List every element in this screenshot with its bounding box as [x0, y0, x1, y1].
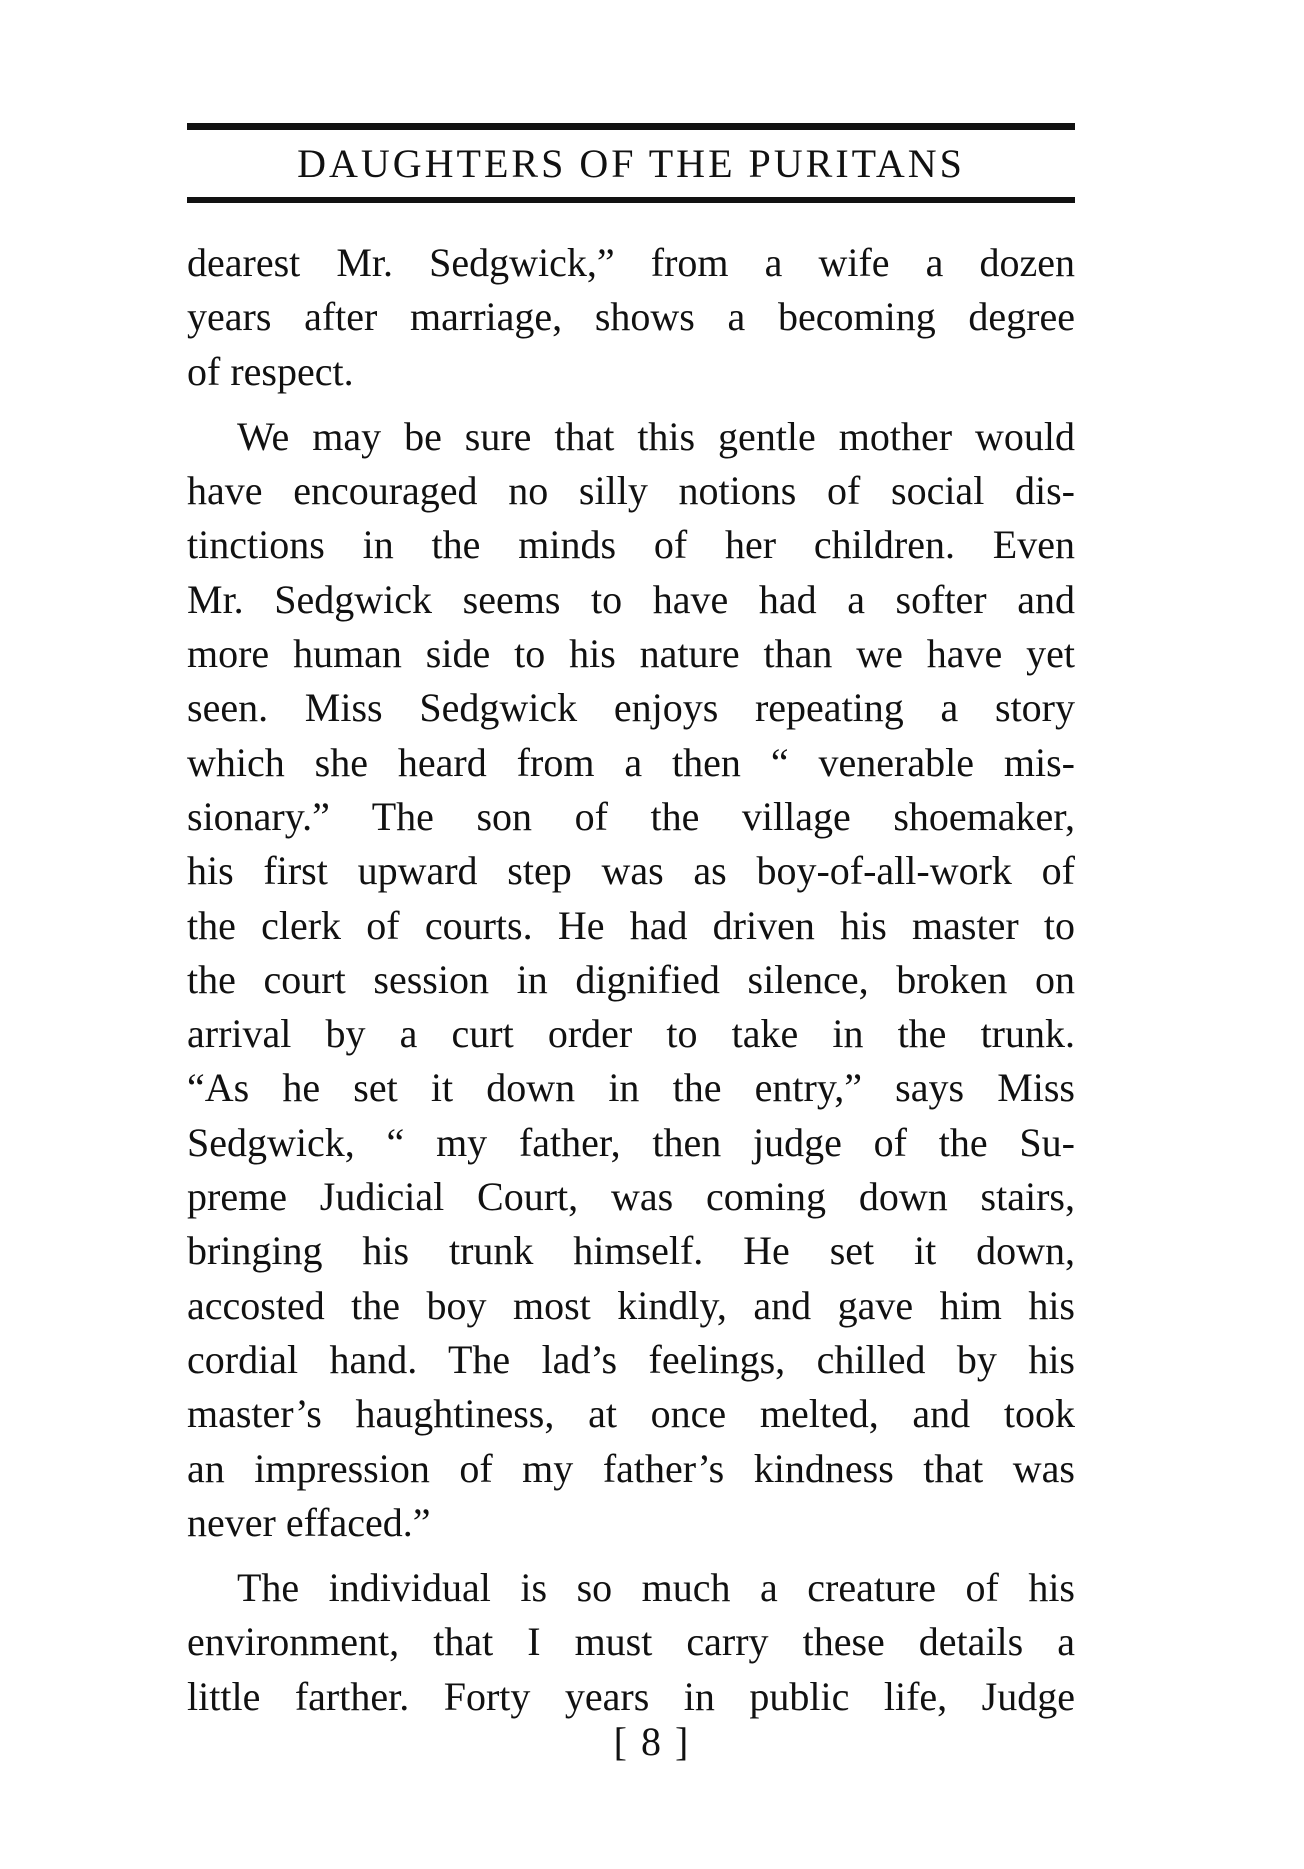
text-line: more human side to his nature than we have yet	[187, 631, 1075, 677]
text-line: his first upward step was as boy-of-all-work of	[187, 848, 1075, 894]
text-line: “As he set it down in the entry,” says Miss	[187, 1065, 1075, 1111]
text-line: master’s haughtiness, at once melted, and took	[187, 1391, 1075, 1437]
text-line: the court session in dignified silence, broken on	[187, 956, 1075, 1002]
text-line: arrival by a curt order to take in the trunk.	[187, 1011, 1075, 1057]
header-rule-bottom	[187, 197, 1075, 203]
text-line: dearest Mr. Sedgwick,” from a wife a dozen	[187, 240, 1075, 285]
text-line: bringing his trunk himself. He set it down,	[187, 1228, 1075, 1274]
text-line: the clerk of courts. He had driven his master to	[187, 902, 1075, 948]
text-line: cordial hand. The lad’s feelings, chilled by his	[187, 1336, 1075, 1382]
text-line: of respect.	[187, 348, 354, 394]
paragraph-2	[187, 410, 1075, 1550]
text-line: which she heard from a then “ venerable mis-	[187, 739, 1075, 785]
text-line: We may be sure that this gentle mother would	[237, 413, 1075, 459]
text-line: little farther. Forty years in public life, Judge	[187, 1673, 1075, 1719]
text-line: environment, that I must carry these details a	[187, 1619, 1075, 1665]
text-line: have encouraged no silly notions of social dis-	[187, 468, 1075, 514]
text-line: sionary.” The son of the village shoemaker,	[187, 793, 1075, 839]
text-line: never effaced.”	[187, 1499, 431, 1545]
text-line: seen. Miss Sedgwick enjoys repeating a story	[187, 685, 1075, 731]
header-rule-top	[187, 123, 1075, 130]
paragraph-3	[187, 1561, 1075, 1724]
running-title: DAUGHTERS OF THE PURITANS	[297, 141, 965, 186]
page-number: [ 8 ]	[613, 1719, 691, 1764]
text-line: The individual is so much a creature of his	[237, 1565, 1075, 1611]
text-line: years after marriage, shows a becoming degree	[187, 294, 1075, 340]
body-text	[187, 236, 1075, 1724]
text-line: Mr. Sedgwick seems to have had a softer and	[187, 576, 1075, 622]
text-line: Sedgwick, “ my father, then judge of the Su-	[187, 1119, 1075, 1165]
paragraph-1	[187, 236, 1075, 399]
text-line: an impression of my father’s kindness that was	[187, 1445, 1075, 1491]
text-line: accosted the boy most kindly, and gave him his	[187, 1282, 1075, 1328]
text-line: tinctions in the minds of her children. Even	[187, 522, 1075, 568]
text-line: preme Judicial Court, was coming down stairs,	[187, 1174, 1075, 1220]
